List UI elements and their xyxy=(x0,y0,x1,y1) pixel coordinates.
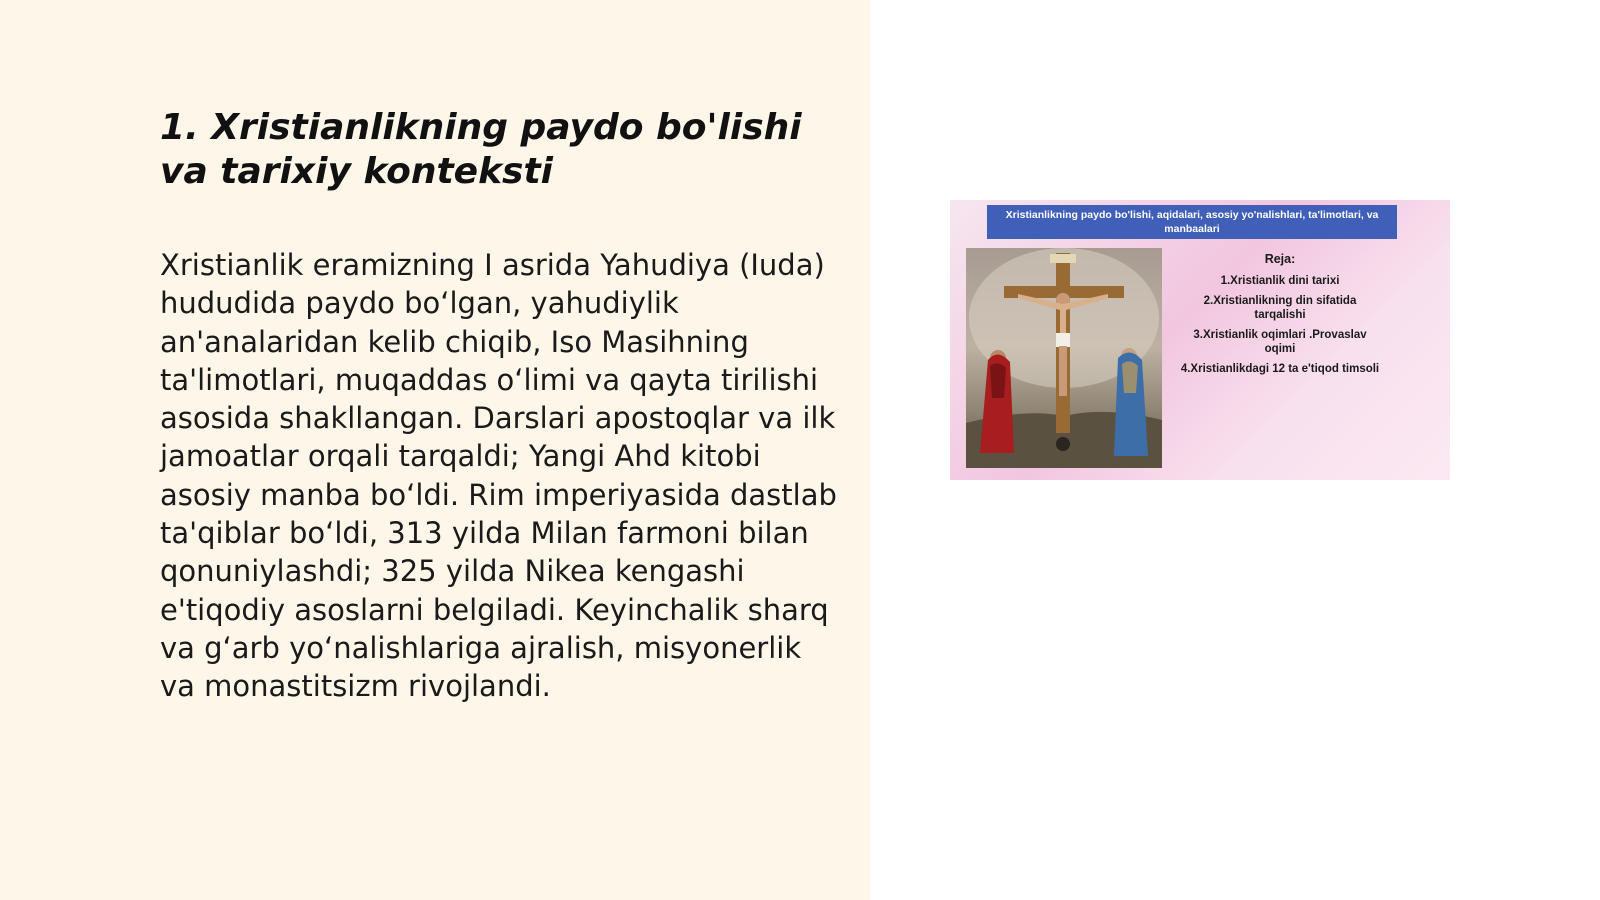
plan-item: 3.Xristianlik oqimlari .Provaslav oqimi xyxy=(1193,329,1367,355)
crucifixion-painting xyxy=(966,248,1162,468)
slide-title: 1. Xristianlikning paydo bo'lishi va tarixiy konteksti xyxy=(160,107,802,192)
plan-item: 1.Xristianlik dini tarixi xyxy=(1220,275,1340,287)
plan-item: 4.Xristianlikdagi 12 ta e'tiqod timsoli xyxy=(1180,363,1380,375)
plan-list xyxy=(1180,248,1380,382)
plan-heading: Reja: xyxy=(1264,252,1296,266)
plan-item: 2.Xristianlikning din sifatida tarqalishi xyxy=(1203,295,1357,321)
thumbnail-title-bar: Xristianlikning paydo bo'lishi, aqidalari, asosiy yo'nalishlari, ta'limotlari, va manbaalari xyxy=(987,205,1397,239)
slide-body-text: Xristianlik eramizning I asrida Yahudiya (Iuda) hududida paydo bo‘lgan, yahudiylik an'analaridan kelib chiqib, Iso Masihning ta'limotlari, muqaddas o‘limi va qayta tirilishi asosida shakllangan. Darslari apostoqlar va ilk jamoatlar orqali tarqaldi; Yangi Ahd kitobi asosiy manba bo‘ldi. Rim imperiyasida dastlab ta'qiblar bo‘ldi, 313 yilda Milan farmoni bilan qonuniylashdi; 325 yilda Nikea kengashi e'tiqodiy asoslarni belgiladi. Keyinchalik sharq va g‘arb yo‘nalishlariga ajralish, misyonerlik va monastitsizm rivojlandi. xyxy=(160,248,837,704)
slide-thumbnail-image xyxy=(950,200,1450,480)
crucifixion-icon xyxy=(966,248,1162,468)
